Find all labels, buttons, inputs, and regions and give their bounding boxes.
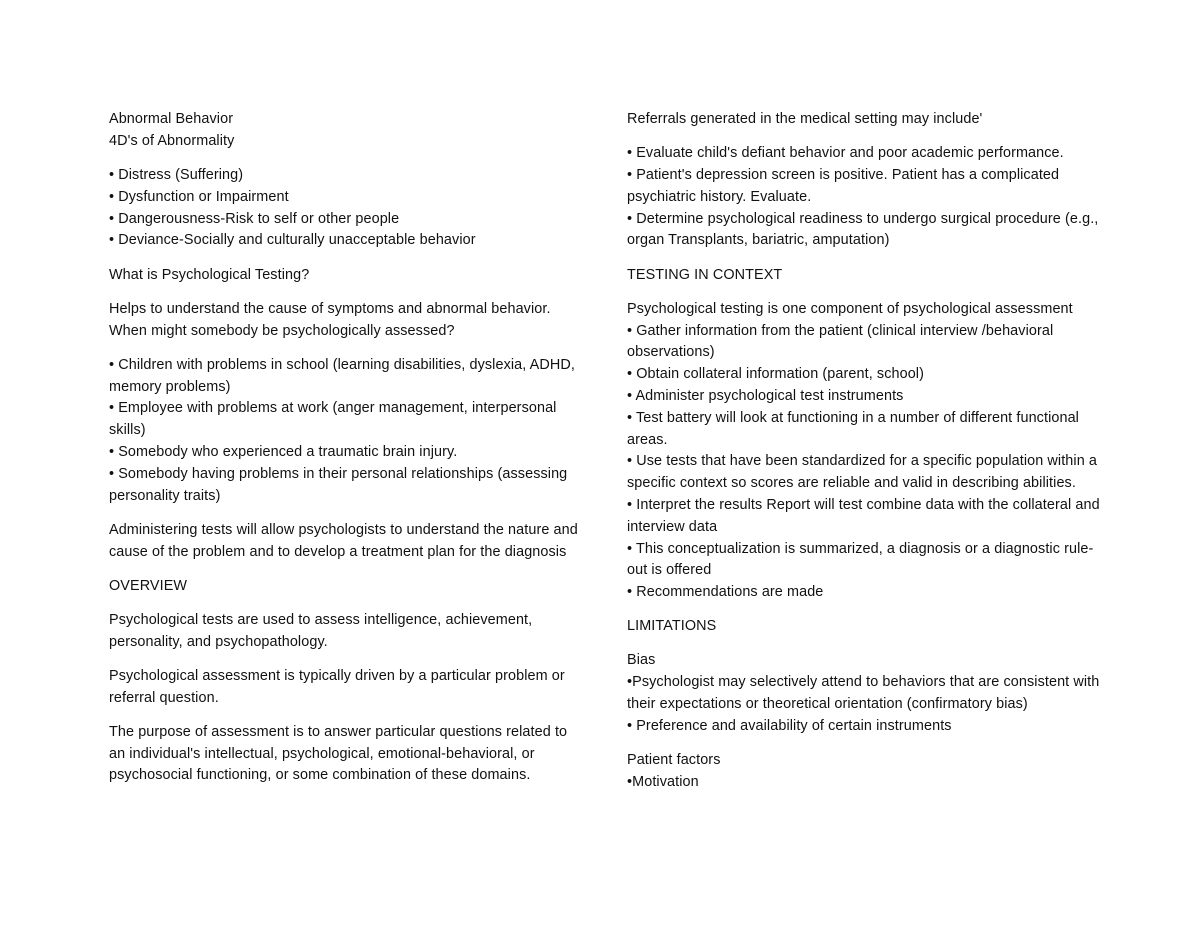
paragraph: Helps to understand the cause of symptoms and abnormal behavior. When might somebody be psychologically assessed? bbox=[109, 300, 551, 339]
list-item: • Dysfunction or Impairment bbox=[109, 188, 289, 205]
list-item: • Interpret the results Report will test combine data with the collateral and interview data bbox=[627, 496, 1100, 535]
section-heading: TESTING IN CONTEXT bbox=[627, 266, 783, 283]
list-item: • Use tests that have been standardized for a specific population within a specific context so scores are reliable and valid in describing abilities. bbox=[627, 453, 1098, 492]
assessment-reasons-list bbox=[109, 355, 584, 508]
paragraph: Psychological tests are used to assess intelligence, achievement, personality, and psychopathology. bbox=[109, 611, 533, 650]
paragraph: The purpose of assessment is to answer particular questions related to an individual's intellectual, psychological, emotional-behavioral, or psychosocial functioning, or some combination of these domains. bbox=[109, 723, 568, 784]
list-item: • Recommendations are made bbox=[627, 584, 824, 601]
list-item: • Administer psychological test instruments bbox=[627, 387, 904, 404]
list-item: • Employee with problems at work (anger management, interpersonal skills) bbox=[109, 400, 557, 439]
list-item: • Preference and availability of certain instruments bbox=[627, 717, 952, 734]
list-item: • Dangerousness-Risk to self or other people bbox=[109, 210, 400, 227]
bias-list bbox=[627, 650, 1105, 737]
paragraph: Administering tests will allow psychologists to understand the nature and cause of the problem and to develop a treatment plan for the diagnosis bbox=[109, 521, 578, 560]
list-item: • Gather information from the patient (clinical interview /behavioral observations) bbox=[627, 322, 1054, 361]
list-item: • Somebody who experienced a traumatic brain injury. bbox=[109, 443, 458, 460]
list-item: • Test battery will look at functioning in a number of different functional areas. bbox=[627, 409, 1079, 448]
title-block bbox=[109, 109, 584, 153]
list-item: • Determine psychological readiness to undergo surgical procedure (e.g., organ Transplants, bariatric, amputation) bbox=[627, 210, 1099, 249]
section-heading: What is Psychological Testing? bbox=[109, 266, 310, 283]
list-item: •Motivation bbox=[627, 773, 699, 790]
document-title: Abnormal Behavior bbox=[109, 111, 234, 127]
list-item: • Deviance-Socially and culturally unacceptable behavior bbox=[109, 232, 476, 249]
list-item: • This conceptualization is summarized, a diagnosis or a diagnostic rule-out is offered bbox=[627, 540, 1094, 579]
section-heading: Referrals generated in the medical setting may include' bbox=[627, 111, 983, 127]
patient-factors-list bbox=[627, 750, 1105, 794]
section-heading: OVERVIEW bbox=[109, 577, 188, 594]
list-item: • Evaluate child's defiant behavior and poor academic performance. bbox=[627, 145, 1064, 162]
list-item: • Somebody having problems in their personal relationships (assessing personality traits) bbox=[109, 465, 568, 504]
section-heading: LIMITATIONS bbox=[627, 618, 717, 635]
paragraph: Psychological assessment is typically driven by a particular problem or referral question. bbox=[109, 667, 565, 706]
list-item: • Patient's depression screen is positive. Patient has a complicated psychiatric history. Evaluate. bbox=[627, 166, 1060, 205]
list-item: •Psychologist may selectively attend to behaviors that are consistent with their expectations or theoretical orientation (confirmatory bias) bbox=[627, 674, 1100, 713]
subheading: Patient factors bbox=[627, 752, 721, 769]
list-item: • Children with problems in school (learning disabilities, dyslexia, ADHD, memory problems) bbox=[109, 356, 575, 395]
left-column bbox=[109, 109, 584, 800]
right-column bbox=[627, 109, 1105, 806]
paragraph: Psychological testing is one component of psychological assessment bbox=[627, 300, 1073, 317]
list-item: • Distress (Suffering) bbox=[109, 166, 244, 183]
referrals-list bbox=[627, 143, 1105, 252]
context-list bbox=[627, 299, 1105, 604]
four-ds-list bbox=[109, 165, 584, 252]
list-item: • Obtain collateral information (parent, school) bbox=[627, 366, 924, 383]
subheading: Bias bbox=[627, 652, 656, 669]
document-subtitle: 4D's of Abnormality bbox=[109, 132, 235, 149]
